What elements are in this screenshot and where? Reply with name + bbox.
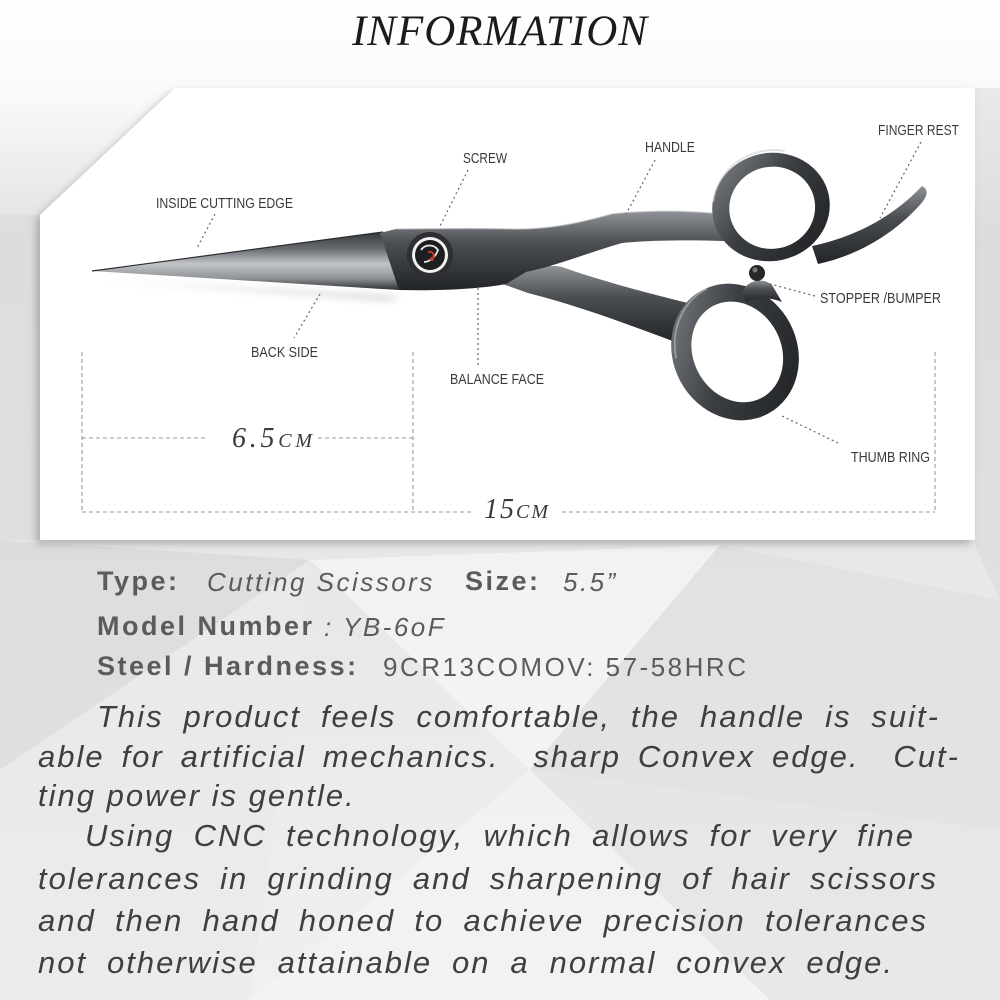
model-number-label: Model Number	[97, 611, 315, 641]
description-line: ting power is gentle.	[38, 778, 356, 813]
dimension-blade-length: 6.5cm	[232, 423, 312, 454]
label-finger-rest: FINGER REST	[878, 122, 959, 139]
description-line: Using CNC technology, which allows for very fine	[85, 818, 915, 853]
page-title: INFORMATION	[351, 8, 649, 55]
description-line: able for artificial mechanics. sharp Convex edge. Cut-	[38, 739, 960, 774]
label-inside-cutting-edge: INSIDE CUTTING EDGE	[156, 195, 293, 212]
label-thumb-ring: THUMB RING	[851, 449, 930, 466]
label-handle: HANDLE	[645, 139, 695, 156]
type-label: Type:	[97, 566, 180, 596]
steel-hardness-label: Steel / Hardness:	[97, 651, 359, 681]
description-line: and then hand honed to achieve precision tolerances	[38, 903, 928, 938]
description-line: tolerances in grinding and sharpening of hair scissors	[38, 861, 938, 896]
label-back-side: BACK SIDE	[251, 344, 318, 361]
model-number-value: : YB-6oF	[324, 612, 447, 642]
label-screw: SCREW	[463, 150, 508, 167]
label-balance-face: BALANCE FACE	[450, 371, 544, 388]
type-value: Cutting Scissors	[207, 567, 435, 597]
size-value: 5.5”	[563, 567, 618, 597]
description-line: This product feels comfortable, the handle is suit-	[97, 699, 940, 734]
size-label: Size:	[465, 566, 541, 596]
diagram-card	[40, 88, 975, 540]
description-line: not otherwise attainable on a normal convex edge.	[38, 945, 894, 980]
screw-icon	[407, 232, 453, 278]
dimension-overall-length: 15cm	[484, 494, 548, 525]
label-stopper-bumper: STOPPER /BUMPER	[820, 290, 942, 307]
stopper-knob	[749, 265, 765, 281]
steel-hardness-value: 9CR13COMOV: 57-58HRC	[383, 652, 749, 682]
